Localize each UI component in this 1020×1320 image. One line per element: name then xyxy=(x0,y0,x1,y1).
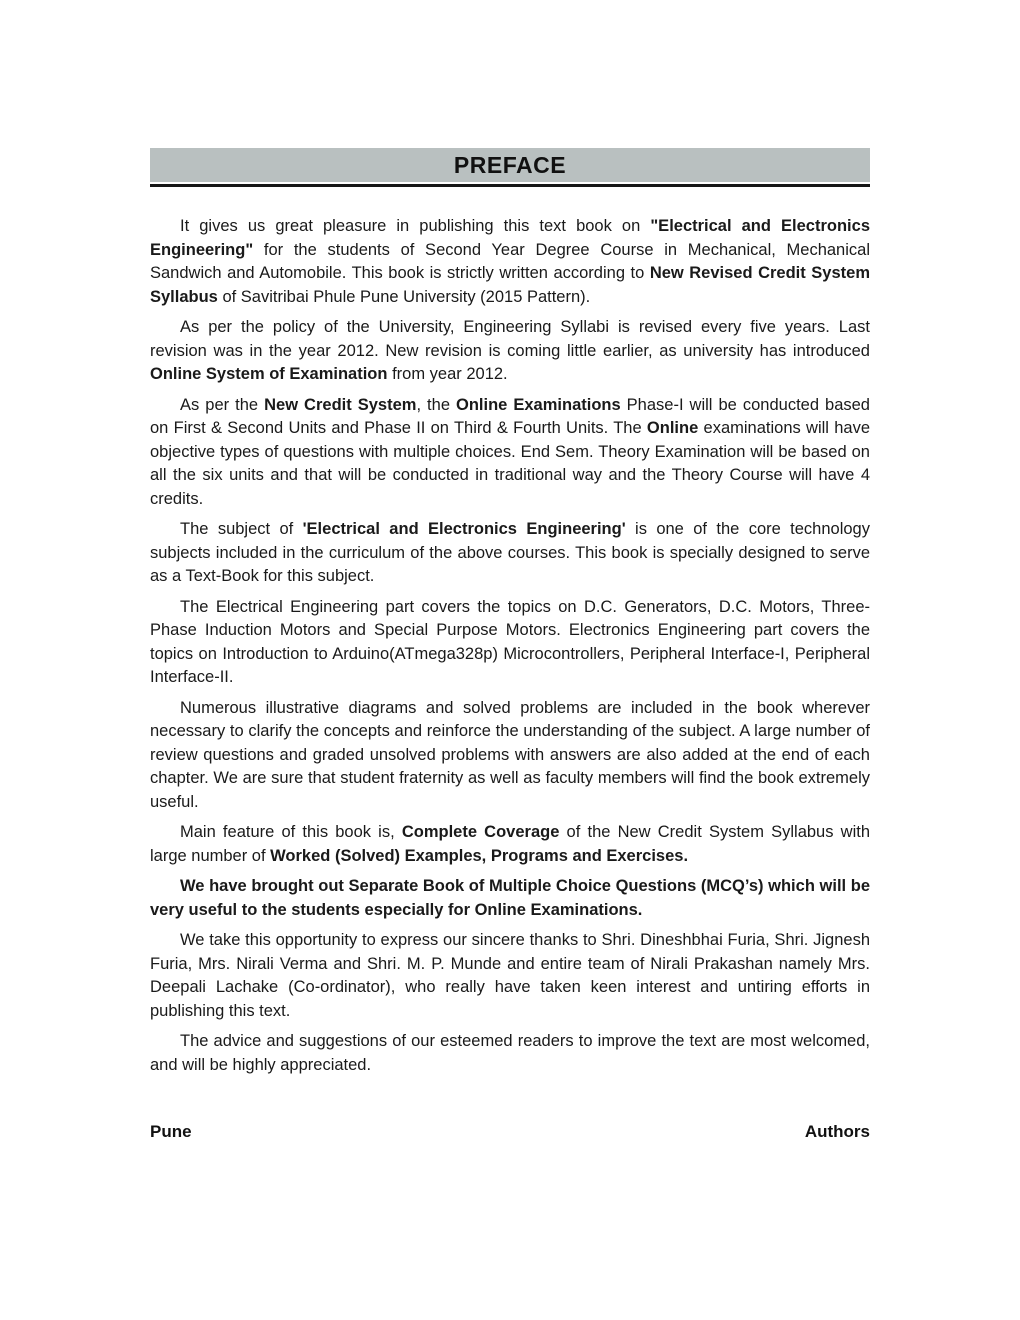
paragraph: As per the policy of the University, Engineering Syllabi is revised every five years. Last revision was in the year 2012. New revision is coming little earlier, as university has introduced Online System of Examination from year 2012. xyxy=(150,318,870,383)
paragraph: The Electrical Engineering part covers the topics on D.C. Generators, D.C. Motors, Three-Phase Induction Motors and Special Purpose Motors. Electronics Engineering part covers the topics on Introduction to Arduino(ATmega328p) Microcontrollers, Peripheral Interface-I, Peripheral Interface-II. xyxy=(150,597,870,686)
paragraph: As per the New Credit System, the Online Examinations Phase-I will be conducted based on First & Second Units and Phase II on Third & Fourth Units. The Online examinations will have objective types of questions with multiple choices. End Sem. Theory Examination will be based on all the six units and that will be conducted in traditional way and the Theory Course will have 4 credits. xyxy=(150,395,870,508)
paragraph: The advice and suggestions of our esteemed readers to improve the text are most welcomed, and will be highly appreciated. xyxy=(150,1032,870,1074)
preface-footer xyxy=(150,1122,870,1142)
footer-place: Pune xyxy=(150,1122,192,1141)
paragraph: It gives us great pleasure in publishing this text book on "Electrical and Electronics Engineering" for the students of Second Year Degree Course in Mechanical, Mechanical Sandwich and Automobile. This book is strictly written according to New Revised Credit System Syllabus of Savitribai Phule Pune University (2015 Pattern). xyxy=(150,217,870,306)
paragraph: We take this opportunity to express our sincere thanks to Shri. Dineshbhai Furia, Shri. Jignesh Furia, Mrs. Nirali Verma and Shri. M. P. Munde and entire team of Nirali Prakashan namely Mrs. Deepali Lachake (Co-ordinator), who really have taken keen interest and untiring efforts in publishing this text. xyxy=(150,931,870,1020)
paragraph: The subject of 'Electrical and Electronics Engineering' is one of the core technology subjects included in the curriculum of the above courses. This book is specially designed to serve as a Text-Book for this subject. xyxy=(150,520,870,585)
paragraph: Main feature of this book is, Complete Coverage of the New Credit System Syllabus with large number of Worked (Solved) Examples, Programs and Exercises. xyxy=(150,823,870,865)
paragraph: We have brought out Separate Book of Multiple Choice Questions (MCQ’s) which will be very useful to the students especially for Online Examinations. xyxy=(150,877,870,919)
page-title: PREFACE xyxy=(453,151,567,178)
paragraph: Numerous illustrative diagrams and solved problems are included in the book wherever necessary to clarify the concepts and reinforce the understanding of the subject. A large number of review questions and graded unsolved problems with answers are also added at the end of each chapter. We are sure that student fraternity as well as faculty members will find the book extremely useful. xyxy=(150,698,870,811)
preface-body xyxy=(150,215,870,1077)
footer-authors: Authors xyxy=(804,1122,870,1141)
preface-header xyxy=(150,148,870,182)
header-divider xyxy=(150,184,870,187)
